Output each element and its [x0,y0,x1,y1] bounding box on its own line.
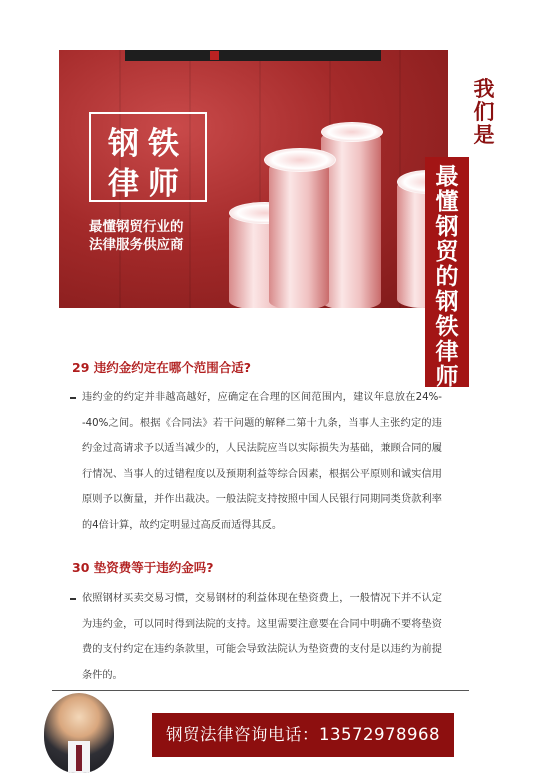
banner-tagline [89,218,184,254]
footer-divider [52,690,469,691]
section-heading-29: 29 违约金约定在哪个范围合适? [72,360,251,375]
section-body-29: 违约金的约定并非越高越好，应确定在合理的区间范围内，建议年息放在24%--40%之间。根据《合同法》若干问题的解释二第十九条，当事人主张约定的违约金过高请求予以适当减少的，人民法院应当以实际损失为基础，兼顾合同的履行情况、当事人的过错程度以及预期利益等综合因素，根据公平原则和诚实信用原则予以衡量，并作出裁决。一般法院支持按照中国人民银行同期同类贷款利率的4倍计算，故约定明显过高反而适得其反。 [82,392,442,531]
hero-banner-image [59,50,448,308]
side-title-top: 我们是 [473,77,495,147]
video-title-bar [125,50,381,61]
bullet-marker [70,598,76,600]
section-heading-30: 30 垫资费等于违约金吗? [72,560,214,575]
consult-phone-banner: 钢贸法律咨询电话：13572978968 [152,713,454,757]
bullet-marker [70,397,76,399]
section-body-30: 依照钢材买卖交易习惯，交易钢材的利益体现在垫资费上，一般情况下并不认定为违约金，可以同时得到法院的支持。这里需要注意要在合同中明确不要将垫资费的支付约定在违约条款里，可能会导致法院认为垫资费的支付是以违约为前提条件的。 [82,593,442,681]
logo-text-line1: 钢铁 [108,126,188,162]
side-title-box [425,157,469,390]
tagline-line2: 法律服务供应商 [89,237,184,253]
steel-pipe-graphic [269,160,329,308]
lawyer-avatar [44,693,114,773]
brand-logo [89,112,207,202]
logo-text-line2: 律师 [108,166,188,202]
side-title-text: 最懂钢贸的钢铁律师 [435,164,459,390]
tagline-line1: 最懂钢贸行业的 [89,219,184,235]
